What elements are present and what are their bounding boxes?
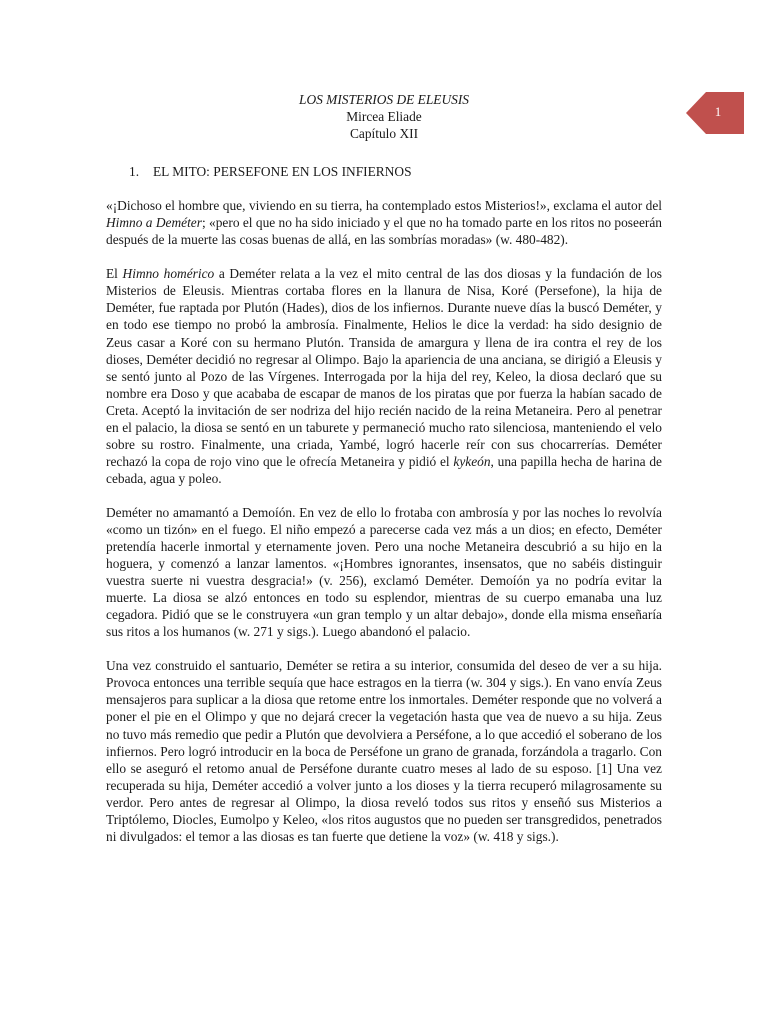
document-author: Mircea Eliade: [346, 109, 422, 125]
paragraph-2-text-e: , una papilla hecha de harina de cebada, agua y poleo.: [106, 453, 662, 486]
paragraph-4: Una vez construido el santuario, Deméter se retira a su interior, consumida del deseo de ver a su hija. Provoca entonces una terrible sequía que hace estragos en la tierra (w. 304 y sigs.). En vano envía Zeus mensajeros para suplicar a la diosa que retome entre los inmortales. Deméter responde que no volverá a poner el pie en el Olimpo y que no dejará crecer la vegetación hasta que vea de nuevo a su hija. Zeus no tuvo más remedio que pedir a Plutón que devolviera a Perséfone, a lo que accedió el soberano de los infiernos. Pero logró introducir en la boca de Perséfone un grano de granada, forzándola a tragarlo. Con ello se aseguró el retomo anual de Perséfone durante cuatro meses al lado de su esposo. [1] Una vez recuperada su hija, Deméter accedió a volver junto a los dioses y la tierra recuperó milagrosamente su verdor. Pero antes de regresar al Olimpo, la diosa reveló todos sus ritos y enseñó sus Misterios a Triptólemo, Diocles, Eumolpo y Keleo, «los ritos augustos que no pueden ser transgredidos, penetrados ni divulgados: el temor a las diosas es tan fuerte que detiene la voz» (w. 418 y sigs.).: [106, 658, 662, 844]
page-number-badge: [686, 92, 744, 134]
document-title: LOS MISTERIOS DE ELEUSIS: [299, 92, 469, 107]
paragraph-1-italic: Himno a Deméter: [106, 215, 202, 231]
section-title: EL MITO: PERSEFONE EN LOS INFIERNOS: [153, 164, 412, 180]
paragraph-2-text-c: a Deméter relata a la vez el mito central de las dos diosas y la fundación de los Misterios de Eleusis. Mientras cortaba flores en la llanura de Nisa, Koré (Persefone), la hija de Deméter, fue raptada por Plutón (Hades), dios de los infiernos. Durante nueve días la buscó Deméter, y en todo ese tiempo no probó la ambrosía. Finalmente, Helios le dice la verdad: ha sido designio de Zeus casar a Koré con su hermano Plutón. Transida de amargura y llena de ira contra el rey de los dioses, Deméter decidió no regresar al Olimpo. Bajo la apariencia de una anciana, se dirigió a Eleusis y se sentó junto al Pozo de las Vírgenes. Interrogada por la hija del rey, Keleo, la diosa declaró que su nombre era Doso y que acababa de escapar de manos de los piratas que por fuerza la habían sacado de Creta. Aceptó la invitación de ser nodriza del hijo recién nacido de la reina Metaneira. Pero al penetrar en el palacio, la diosa se sentó en un taburete y permaneció mucho rato silenciosa, manteniendo el velo sobre su rostro. Finalmente, una criada, Yambé, logró hacerle reír con sus chocarrerías. Deméter rechazó la copa de rojo vino que le ofrecía Metaneira y pidió el: [106, 266, 663, 469]
document-chapter: Capítulo XII: [349, 126, 419, 142]
paragraph-1-text-a: «¡Dichoso el hombre que, viviendo en su tierra, ha contemplado estos Misterios!», exclama el autor del: [106, 198, 662, 214]
section-heading: [106, 163, 662, 180]
page-number: 1: [714, 104, 722, 119]
paragraph-1: [106, 197, 662, 248]
paragraph-3: Deméter no amamantó a Demoíón. En vez de ello lo frotaba con ambrosía y por las noches lo revolvía «como un tizón» en el fuego. El niño empezó a parecerse cada vez más a un dios; en efecto, Deméter pretendía hacerle inmortal y eternamente joven. Pero una noche Metaneira descubrió a su hijo en la hoguera, y comenzó a lanzar lamentos. «¡Hombres ignorantes, insensatos, que no sabéis distinguir vuestra suerte ni vuestra desgracia!» (v. 256), exclamó Deméter. Demoíón ya no podría evitar la muerte. La diosa se alzó entonces en todo su esplendor, mientras de su cuerpo emanaba una luz cegadora. Pidió que se le construyera «un gran templo y un altar debajo», donde ella misma enseñaría sus ritos a los humanos (w. 271 y sigs.). Luego abandonó el palacio.: [106, 504, 662, 640]
paragraph-2: [106, 265, 662, 487]
paragraph-2-italic-2: kykeón: [453, 453, 491, 469]
document-body: [106, 91, 662, 845]
paragraph-2-italic-1: Himno homérico: [122, 266, 215, 282]
paragraph-2-text-a: El: [106, 266, 123, 282]
paragraph-1-text-c: ; «pero el que no ha sido iniciado y el que no ha tomado parte en los ritos no poseerán después de la muerte las cosas buenas de allá, en las sombrías moradas» (w. 480-482).: [106, 215, 662, 248]
document-header: [106, 91, 662, 142]
section-number: 1.: [129, 164, 140, 180]
